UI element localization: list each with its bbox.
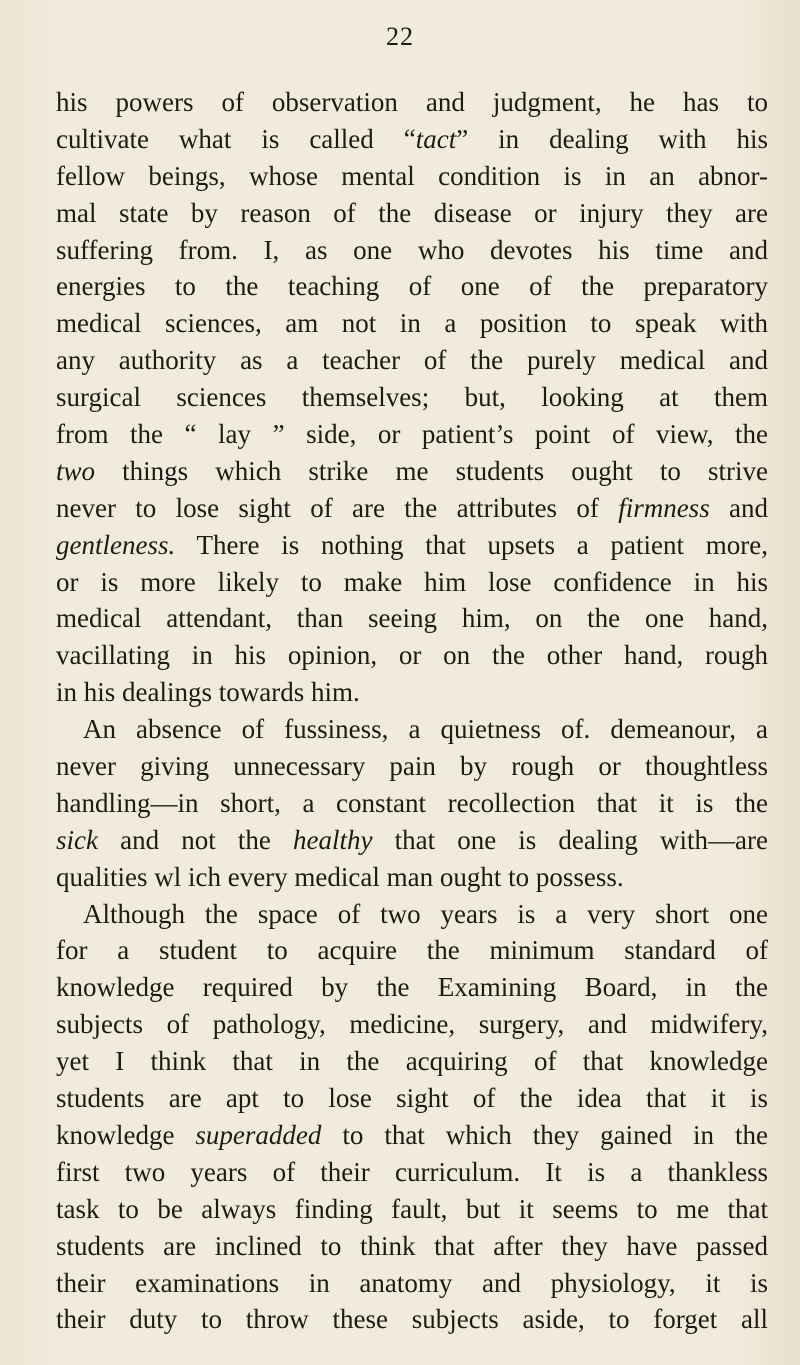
text-segment: surgical sciences themselves; but, looking at them xyxy=(56,382,768,413)
text-segment: cultivate what is called “ xyxy=(56,123,416,154)
text-segment: knowledge required by the Examining Board, in the xyxy=(56,972,768,1003)
body-text xyxy=(56,84,768,1338)
text-segment: mal state by reason of the disease or injury they are xyxy=(56,197,768,228)
text-segment: medical sciences, am not in a position to speak with xyxy=(56,308,768,339)
text-line xyxy=(56,1228,768,1265)
text-line xyxy=(56,896,768,933)
text-segment: fellow beings, whose mental condition is in an abnor- xyxy=(56,160,768,191)
text-line xyxy=(56,527,768,564)
text-segment: in his dealings towards him. xyxy=(56,677,360,708)
text-segment: and not the xyxy=(97,824,293,855)
text-line xyxy=(56,822,768,859)
text-segment: vacillating in his opinion, or on the other hand, rough xyxy=(56,640,768,671)
italic-text: firmness xyxy=(618,492,710,523)
text-segment: knowledge xyxy=(56,1119,196,1150)
text-segment: things which strike me students ought to strive xyxy=(95,455,768,486)
text-line xyxy=(56,859,768,896)
text-segment: that one is dealing with—are xyxy=(372,824,768,855)
text-line xyxy=(56,1006,768,1043)
italic-text: healthy xyxy=(292,824,373,855)
text-line xyxy=(56,268,768,305)
text-line xyxy=(56,1043,768,1080)
text-segment: and xyxy=(709,492,768,523)
italic-text: sick xyxy=(56,824,98,855)
text-line xyxy=(56,1117,768,1154)
text-line xyxy=(56,600,768,637)
italic-text: tact xyxy=(415,123,457,154)
text-segment: ” in dealing with his xyxy=(456,123,769,154)
text-line xyxy=(56,342,768,379)
text-segment: any authority as a teacher of the purely medical and xyxy=(56,345,768,376)
text-segment: from the “ lay ” side, or patient’s point of view, the xyxy=(56,419,768,450)
text-line xyxy=(56,379,768,416)
text-segment: students are inclined to think that after they have passed xyxy=(56,1230,768,1261)
italic-text: two xyxy=(56,455,96,486)
text-segment: handling—in short, a constant recollection that it is the xyxy=(56,787,768,818)
page-number: 22 xyxy=(386,22,414,51)
text-segment: first two years of their curriculum. It is a thankless xyxy=(56,1156,768,1187)
text-line xyxy=(56,711,768,748)
text-segment: There is nothing that upsets a patient more, xyxy=(175,529,768,560)
text-line xyxy=(56,121,768,158)
text-segment: to that which they gained in the xyxy=(321,1119,768,1150)
text-line xyxy=(56,674,768,711)
text-segment: never to lose sight of are the attributes of xyxy=(56,492,619,523)
text-segment: his powers of observation and judgment, he has to xyxy=(56,87,768,117)
text-line xyxy=(56,1154,768,1191)
text-segment: their duty to throw these subjects aside, to forget all xyxy=(56,1304,768,1335)
text-segment: for a student to acquire the minimum standard of xyxy=(56,935,768,966)
text-segment: never giving unnecessary pain by rough or thoughtless xyxy=(56,751,768,782)
text-segment: Although the space of two years is a very short one xyxy=(83,898,768,929)
text-segment: task to be always finding fault, but it seems to me that xyxy=(56,1193,768,1224)
italic-text: gentleness. xyxy=(56,529,176,560)
text-segment: medical attendant, than seeing him, on the one hand, xyxy=(56,603,768,634)
text-line xyxy=(56,305,768,342)
text-line xyxy=(56,932,768,969)
text-segment: or is more likely to make him lose confidence in his xyxy=(56,566,768,597)
text-line xyxy=(56,1191,768,1228)
text-line xyxy=(56,637,768,674)
text-line xyxy=(56,785,768,822)
text-line xyxy=(56,1080,768,1117)
text-segment: yet I think that in the acquiring of that knowledge xyxy=(56,1046,768,1077)
text-line xyxy=(56,84,768,121)
text-line xyxy=(56,564,768,601)
text-line xyxy=(56,416,768,453)
text-segment: energies to the teaching of one of the preparatory xyxy=(56,271,768,302)
text-segment: subjects of pathology, medicine, surgery, and midwifery, xyxy=(56,1009,768,1040)
text-segment: their examinations in anatomy and physiology, it is xyxy=(56,1267,768,1298)
text-line xyxy=(56,1301,768,1338)
text-segment: An absence of fussiness, a quietness of. demeanour, a xyxy=(83,714,768,745)
text-segment: qualities wl ich every medical man ought to possess. xyxy=(56,861,624,892)
text-line xyxy=(56,748,768,785)
text-line xyxy=(56,232,768,269)
text-segment: suffering from. I, as one who devotes his time and xyxy=(56,234,768,265)
text-line xyxy=(56,969,768,1006)
text-line xyxy=(56,158,768,195)
text-line xyxy=(56,490,768,527)
text-segment: students are apt to lose sight of the idea that it is xyxy=(56,1083,768,1114)
italic-text: superadded xyxy=(195,1119,322,1150)
text-line xyxy=(56,1265,768,1302)
text-line xyxy=(56,453,768,490)
text-line xyxy=(56,195,768,232)
